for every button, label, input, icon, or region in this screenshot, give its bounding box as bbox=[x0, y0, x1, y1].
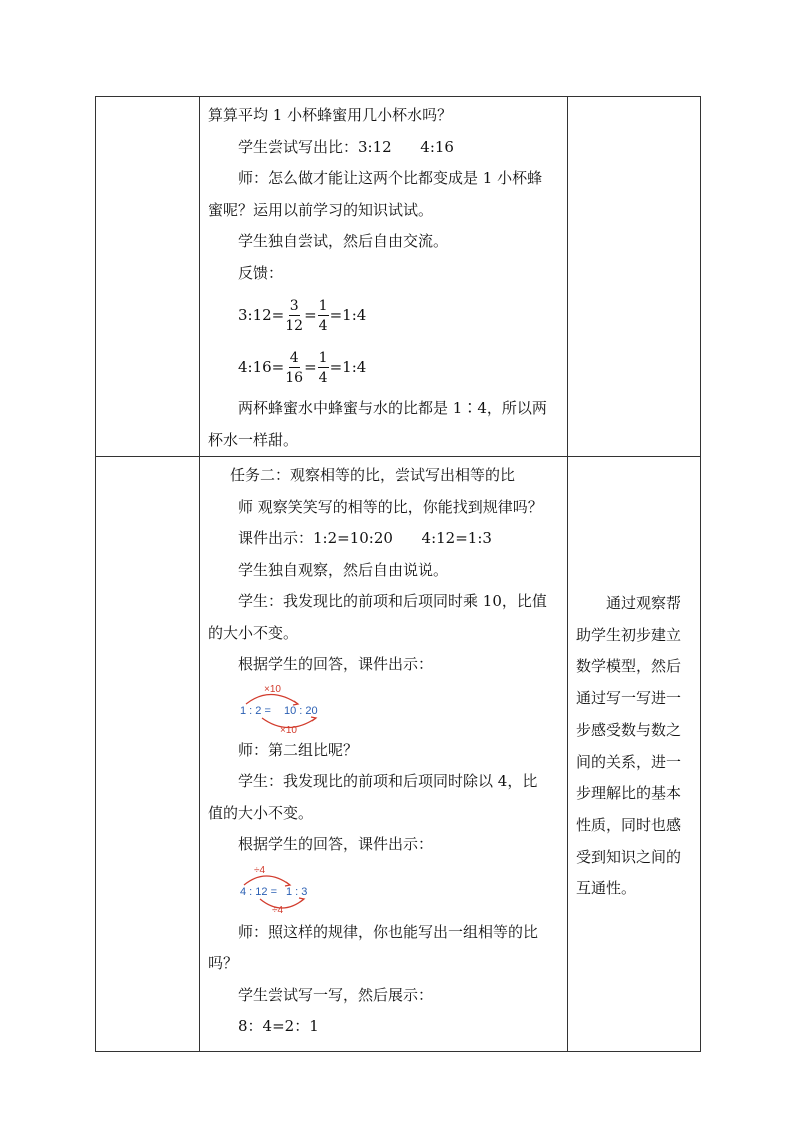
lesson-plan-table bbox=[95, 96, 701, 1052]
equation-2 bbox=[208, 343, 561, 393]
design-note-cell bbox=[568, 457, 701, 1052]
design-note: 通过观察帮助学生初步建立数学模型，然后通过写一写进一步感受数与数之间的关系，进一步理解比的基本性质，同时也感受到知识之间的互通性。 bbox=[576, 593, 682, 898]
fraction bbox=[318, 351, 329, 385]
denominator: 12 bbox=[285, 318, 304, 334]
stage-cell bbox=[96, 457, 200, 1052]
text-line: 师：怎么做才能让这两个比都变成是 1 小杯蜂 bbox=[238, 169, 543, 187]
denominator: 4 bbox=[318, 370, 328, 386]
table-row bbox=[96, 457, 701, 1052]
text-line: 根据学生的回答，课件出示： bbox=[238, 655, 434, 673]
text-line: 学生独自观察，然后自由说说。 bbox=[238, 560, 449, 579]
text-line: 反馈： bbox=[238, 263, 284, 282]
fraction bbox=[285, 351, 303, 385]
process-cell bbox=[200, 97, 568, 457]
text-line: 师：照这样的规律，你也能写出一组相等的比 bbox=[238, 922, 539, 941]
process-cell bbox=[200, 457, 568, 1052]
task-title: 任务二：观察相等的比，尝试写出相等的比 bbox=[230, 466, 516, 484]
diagram-right-ratio: 10 : 20 bbox=[284, 704, 318, 717]
diagram-right-ratio: 1 : 3 bbox=[286, 885, 308, 898]
fraction bbox=[318, 299, 329, 333]
denominator: 4 bbox=[318, 318, 328, 334]
ratio-diagram-multiply bbox=[208, 681, 561, 735]
equation-text: =1:4 bbox=[329, 306, 367, 325]
table-row bbox=[96, 97, 701, 457]
text-line: 根据学生的回答，课件出示： bbox=[238, 835, 434, 853]
text-line: 课件出示：1:2=10:20 4:12=1:3 bbox=[238, 529, 492, 547]
text-line: 8：4=2：1 bbox=[238, 1017, 319, 1035]
text-line: 杯水一样甜。 bbox=[208, 430, 299, 449]
note-cell-empty bbox=[568, 97, 701, 457]
numerator: 4 bbox=[289, 350, 299, 366]
text-line: 师：第二组比呢？ bbox=[238, 740, 359, 759]
equation-text: 4:16= bbox=[238, 358, 285, 377]
diagram-bottom-label: ×10 bbox=[280, 724, 297, 735]
numerator: 1 bbox=[318, 298, 328, 314]
numerator: 1 bbox=[318, 350, 328, 366]
text-line: 两杯蜂蜜水中蜂蜜与水的比都是 1∶4，所以两 bbox=[238, 399, 547, 417]
equation-1 bbox=[208, 289, 561, 343]
text-line: 吗？ bbox=[208, 954, 239, 972]
ratio-diagram-divide bbox=[208, 861, 561, 917]
text-line: 学生尝试写一写，然后展示： bbox=[238, 985, 434, 1004]
equation-text: =1:4 bbox=[329, 358, 367, 377]
diagram-top-label: ×10 bbox=[264, 683, 281, 695]
text-line: 学生独自尝试，然后自由交流。 bbox=[238, 232, 449, 250]
stage-cell bbox=[96, 97, 200, 457]
text-line: 学生尝试写出比：3:12 4:16 bbox=[238, 137, 454, 156]
diagram-left-ratio: 4 : 12 = bbox=[240, 885, 278, 898]
equation-text: = bbox=[304, 358, 317, 377]
numerator: 3 bbox=[289, 298, 299, 314]
text-line: 的大小不变。 bbox=[208, 623, 299, 642]
equation-text: = bbox=[304, 306, 317, 325]
text-line: 师 观察笑笑写的相等的比，你能找到规律吗？ bbox=[238, 497, 543, 516]
text-line: 学生：我发现比的前项和后项同时乘 10，比值 bbox=[238, 592, 547, 610]
text-line: 蜜呢？运用以前学习的知识试试。 bbox=[208, 200, 434, 219]
text-line: 学生：我发现比的前项和后项同时除以 4，比 bbox=[238, 772, 538, 790]
text-line: 算算平均 1 小杯蜂蜜用几小杯水吗？ bbox=[208, 106, 453, 124]
denominator: 16 bbox=[285, 370, 304, 386]
fraction bbox=[285, 299, 303, 333]
diagram-bottom-label: ÷4 bbox=[272, 904, 284, 915]
equation-text: 3:12= bbox=[238, 306, 285, 325]
text-line: 值的大小不变。 bbox=[208, 803, 314, 822]
diagram-left-ratio: 1 : 2 = bbox=[240, 704, 271, 717]
diagram-top-label: ÷4 bbox=[254, 864, 266, 876]
